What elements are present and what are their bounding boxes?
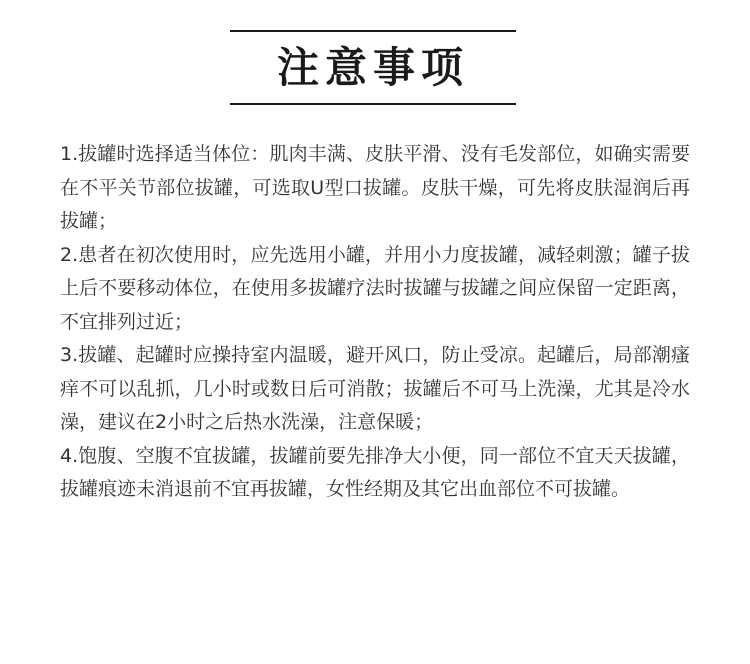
notice-list (60, 138, 690, 507)
notice-item-3: 3.拔罐、起罐时应操持室内温暖，避开风口，防止受凉。起罐后，局部潮瘙痒不可以乱抓，几小时或数日后可消散；拔罐后不可马上洗澡，尤其是冷水澡，建议在2小时之后热水洗澡，注意保暖； (60, 344, 690, 433)
notice-item-1: 1.拔罐时选择适当体位：肌肉丰满、皮肤平滑、没有毛发部位，如确实需要在不平关节部位拔罐，可选取U型口拔罐。皮肤干燥，可先将皮肤湿润后再拔罐； (60, 143, 690, 232)
page-title: 注意事项 (276, 43, 469, 92)
title-rule-bottom (230, 103, 516, 105)
notice-item-2: 2.患者在初次使用时，应先选用小罐，并用小力度拔罐，减轻刺激；罐子拔上后不要移动体位，在使用多拔罐疗法时拔罐与拔罐之间应保留一定距离，不宜排列过近； (60, 243, 690, 333)
title-block (230, 30, 516, 105)
notice-item-4: 4.饱腹、空腹不宜拔罐，拔罐前要先排净大小便，同一部位不宜天天拔罐，拔罐痕迹未消退前不宜再拔罐，女性经期及其它出血部位不可拔罐。 (60, 444, 690, 500)
